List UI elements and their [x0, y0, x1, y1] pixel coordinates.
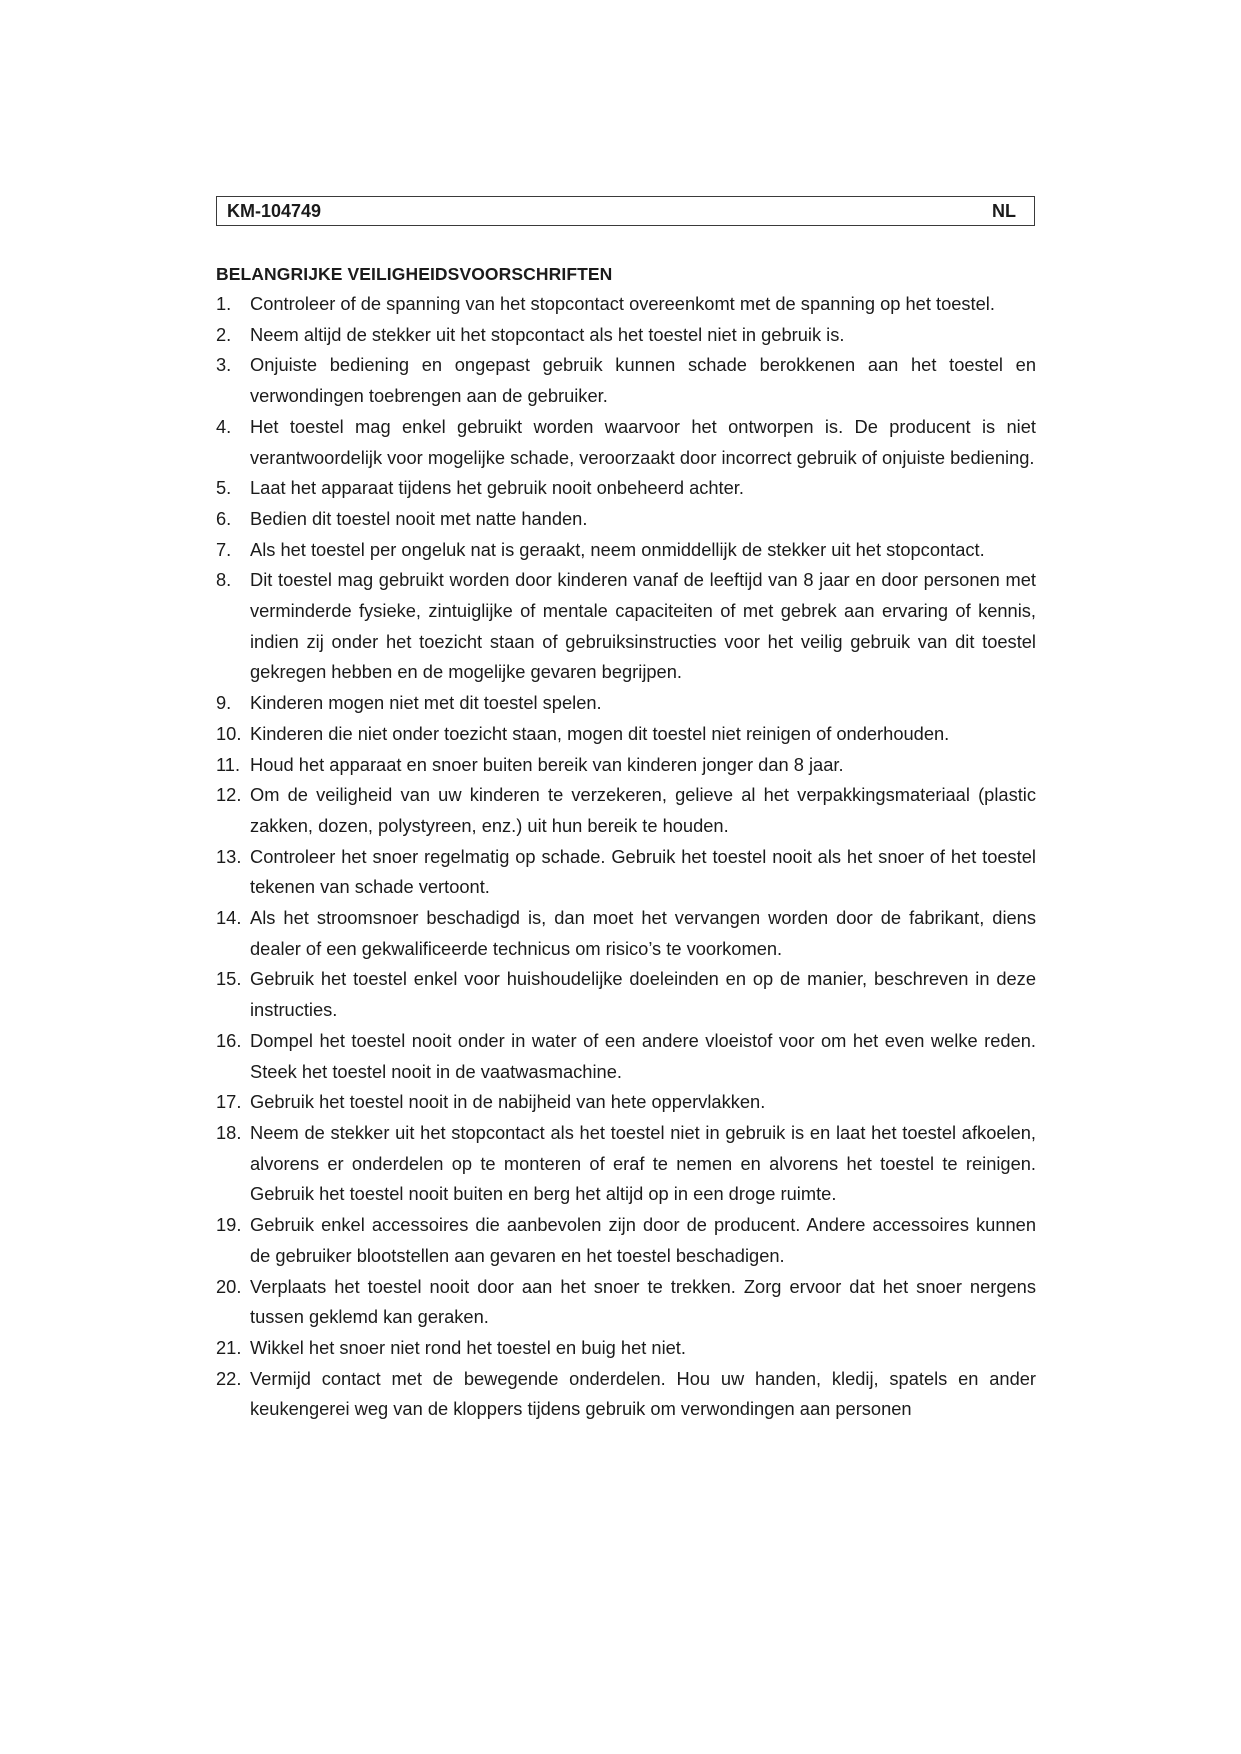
list-item: [216, 1118, 1036, 1210]
list-item: [216, 289, 1036, 320]
list-item: [216, 1333, 1036, 1364]
document-header: [216, 196, 1035, 226]
item-text: Als het stroomsnoer beschadigd is, dan moet het vervangen worden door de fabrikant, diens dealer of een gekwalificeerde technicus om risico’s te voorkomen.: [250, 907, 1036, 959]
list-item: [216, 1210, 1036, 1271]
item-text: Het toestel mag enkel gebruikt worden waarvoor het ontworpen is. De producent is niet verantwoordelijk voor mogelijke schade, veroorzaakt door incorrect gebruik of onjuiste bediening.: [250, 415, 1036, 468]
item-text: Vermijd contact met de bewegende onderdelen. Hou uw handen, kledij, spatels en ander keukengerei weg van de kloppers tijdens gebruik om verwondingen aan personen: [250, 1367, 1036, 1420]
item-text: Controleer of de spanning van het stopcontact overeenkomt met de spanning op het toestel.: [250, 293, 995, 314]
list-item: [216, 719, 1036, 750]
item-number: 16.: [216, 1029, 242, 1051]
item-text: Neem altijd de stekker uit het stopcontact als het toestel niet in gebruik is.: [250, 323, 845, 345]
item-text: Bedien dit toestel nooit met natte handen.: [250, 507, 588, 529]
item-number: 14.: [216, 907, 242, 929]
item-text: Gebruik enkel accessoires die aanbevolen zijn door de producent. Andere accessoires kunnen de gebruiker blootstellen aan gevaren en het toestel beschadigen.: [250, 1214, 1036, 1266]
list-item: [216, 688, 1036, 719]
item-number: 1.: [216, 293, 232, 314]
list-item: [216, 964, 1036, 1025]
item-number: 12.: [216, 784, 242, 806]
model-code: KM-104749: [227, 200, 322, 221]
item-number: 5.: [216, 477, 232, 499]
item-text: Kinderen mogen niet met dit toestel spelen.: [250, 692, 602, 714]
list-item: [216, 780, 1036, 841]
list-item: [216, 1272, 1036, 1333]
list-item: [216, 1364, 1036, 1425]
item-number: 21.: [216, 1336, 242, 1358]
item-number: 18.: [216, 1121, 242, 1143]
item-number: 6.: [216, 507, 232, 529]
list-item: [216, 350, 1036, 411]
item-text: Dompel het toestel nooit onder in water of een andere vloeistof voor om het even welke reden. Steek het toestel nooit in de vaatwasmachine.: [250, 1029, 1036, 1082]
list-item: [216, 903, 1036, 964]
list-item: [216, 412, 1036, 473]
item-number: 10.: [216, 722, 242, 744]
list-item: [216, 750, 1036, 781]
item-text: Onjuiste bediening en ongepast gebruik kunnen schade berokkenen aan het toestel en verwondingen toebrengen aan de gebruiker.: [250, 354, 1036, 407]
section-title: BELANGRIJKE VEILIGHEIDSVOORSCHRIFTEN: [216, 264, 613, 284]
item-number: 17.: [216, 1091, 242, 1113]
item-number: 22.: [216, 1367, 242, 1389]
item-text: Om de veiligheid van uw kinderen te verzekeren, gelieve al het verpakkingsmateriaal (plastic zakken, dozen, polystyreen, enz.) uit hun bereik te houden.: [250, 784, 1036, 836]
item-number: 11.: [216, 753, 241, 775]
item-text: Gebruik het toestel enkel voor huishoudelijke doeleinden en op de manier, beschreven in deze instructies.: [250, 968, 1036, 1021]
item-number: 4.: [216, 415, 232, 437]
safety-rules-list: [216, 289, 1036, 1425]
list-item: [216, 842, 1036, 903]
item-number: 2.: [216, 323, 232, 345]
item-number: 8.: [216, 569, 232, 591]
list-item: [216, 320, 1036, 351]
item-text: Houd het apparaat en snoer buiten bereik van kinderen jonger dan 8 jaar.: [250, 753, 844, 775]
item-number: 3.: [216, 354, 232, 376]
item-text: Wikkel het snoer niet rond het toestel en buig het niet.: [250, 1336, 686, 1358]
item-text: Laat het apparaat tijdens het gebruik nooit onbeheerd achter.: [250, 477, 744, 499]
item-number: 15.: [216, 968, 242, 990]
item-text: Gebruik het toestel nooit in de nabijheid van hete oppervlakken.: [250, 1091, 766, 1113]
list-item: [216, 565, 1036, 688]
item-number: 7.: [216, 538, 232, 560]
list-item: [216, 1026, 1036, 1087]
list-item: [216, 1087, 1036, 1118]
item-number: 19.: [216, 1214, 242, 1236]
item-number: 13.: [216, 845, 242, 867]
item-text: Als het toestel per ongeluk nat is geraakt, neem onmiddellijk de stekker uit het stopcontact.: [250, 538, 985, 560]
list-item: [216, 473, 1036, 504]
item-text: Verplaats het toestel nooit door aan het snoer te trekken. Zorg ervoor dat het snoer nergens tussen geklemd kan geraken.: [250, 1275, 1036, 1328]
item-text: Neem de stekker uit het stopcontact als het toestel niet in gebruik is en laat het toestel afkoelen, alvorens er onderdelen op te monteren of eraf te nemen en alvorens het toestel te reinigen. Gebruik het toestel nooit buiten en berg het altijd op in een droge ruimte.: [250, 1121, 1036, 1205]
list-item: [216, 535, 1036, 566]
item-number: 9.: [216, 692, 232, 714]
list-item: [216, 504, 1036, 535]
language-code: NL: [992, 200, 1016, 221]
item-text: Controleer het snoer regelmatig op schade. Gebruik het toestel nooit als het snoer of het toestel tekenen van schade vertoont.: [250, 845, 1036, 898]
item-number: 20.: [216, 1275, 242, 1297]
item-text: Kinderen die niet onder toezicht staan, mogen dit toestel niet reinigen of onderhouden.: [250, 722, 950, 744]
item-text: Dit toestel mag gebruikt worden door kinderen vanaf de leeftijd van 8 jaar en door personen met verminderde fysieke, zintuiglijke of mentale capaciteiten of met gebrek aan ervaring of kennis, indien zij onder het toezicht staan of gebruiksinstructies voor het veilig gebruik van dit toestel gekregen hebben en de mogelijke gevaren begrijpen.: [250, 569, 1036, 683]
